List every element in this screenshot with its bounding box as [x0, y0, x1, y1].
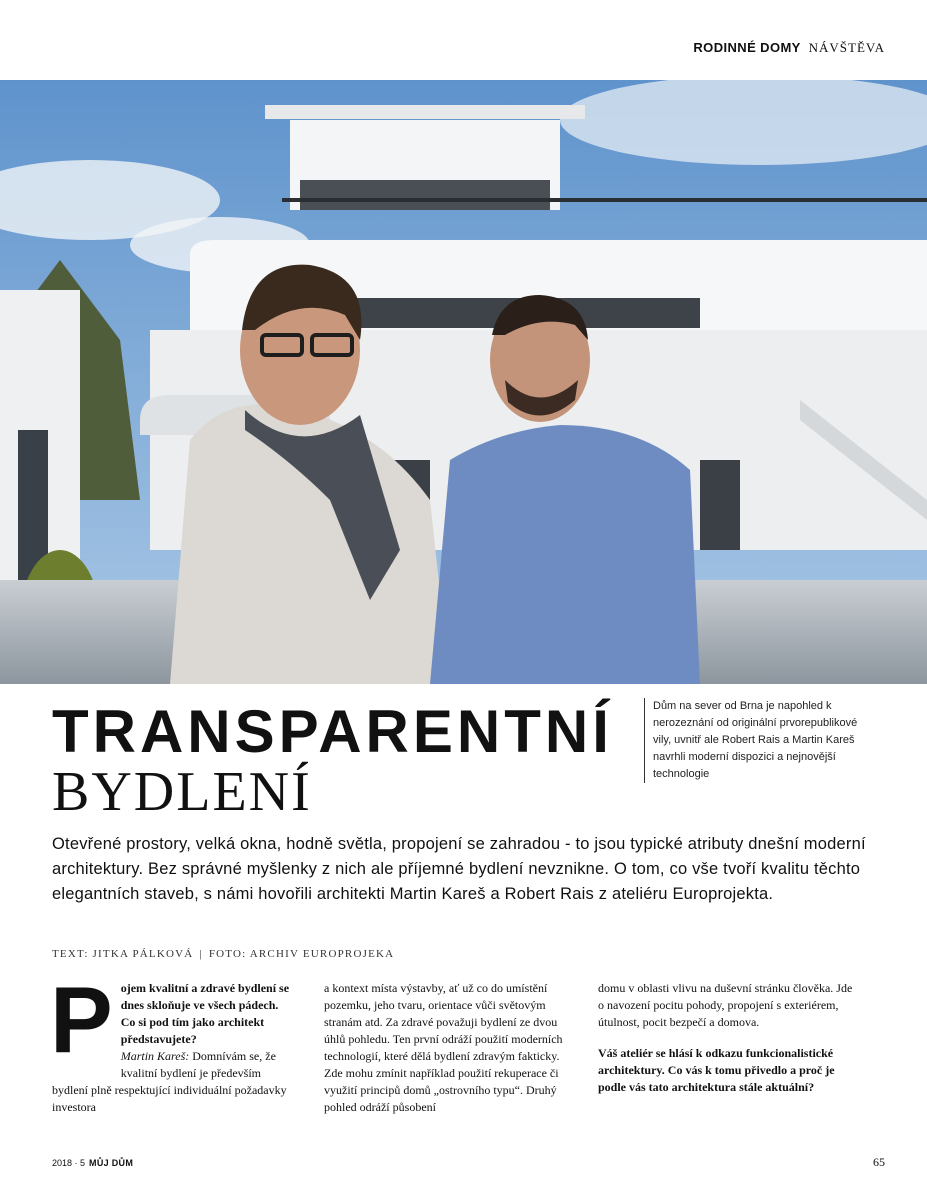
section-label: RODINNÉ DOMY [693, 40, 801, 55]
subsection-label: NÁVŠTĚVA [808, 40, 885, 55]
headline-line-2: BYDLENÍ [52, 761, 312, 823]
hero-photo [0, 80, 927, 684]
answer-1-part-2: a kontext místa výstavby, ať už co do umístění pozemku, jeho tvaru, orientace vůči světovým stranám atd. Za zdravé považuji bydlení ze dvou úhlů pohledu. Ten první odráží použití moderních technologií, které dělá bydlení zdravým fakticky. Zde mohu zmínit například použití rekuperace či využití principů domů „ostrovního typu“. Druhý pohled odráží působení [324, 981, 563, 1114]
answer-1-part-3: domu v oblasti vlivu na duševní stránku člověka. Jde o navození pocitu pohody, propojení s exteriérem, útulnost, pocit bezpečí a domova. [598, 981, 853, 1029]
page-header [693, 40, 885, 56]
article-column-3 [598, 980, 858, 1096]
answer-1-part-1: Domnívám se, že kvalitní bydlení je především bydlení plně respektující individuální požadavky investora [52, 1049, 287, 1114]
question-1: ojem kvalitní a zdravé bydlení se dnes skloňuje ve všech pádech. Co si pod tím jako architekt představujete? [120, 981, 290, 1046]
text-credit: TEXT: JITKA PÁLKOVÁ [52, 948, 194, 960]
headline-line-1: TRANSPARENTNÍ [52, 698, 613, 765]
drop-cap: P [50, 967, 113, 1072]
article-column-1 [50, 967, 292, 1116]
page-number: 65 [873, 1155, 885, 1169]
answer-speaker: Martin Kareš: [120, 1049, 190, 1063]
photo-credit: FOTO: ARCHIV EUROPROJEKA [208, 948, 395, 960]
magazine-name: MŮJ DŮM [89, 1158, 134, 1168]
hero-photo-illustration [0, 80, 927, 684]
issue-number: 2018 · 5 [52, 1158, 86, 1168]
photo-caption: Dům na sever od Brna je napohled k nerozeznání od originální prvorepublikové vily, uvnitř ale Robert Rais a Martin Kareš navrhli moderní dispozici a nejnovější technologie [644, 698, 863, 783]
lead-paragraph: Otevřené prostory, velká okna, hodně světla, propojení se zahradou - to jsou typické atributy dnešní moderní architektury. Bez správné myšlenky z nich ale příjemné bydlení nevznikne. O tom, co vše tvoří kvalitu těchto elegantních staveb, s námi hovořili architekti Martin Kareš a Robert Rais z ateliéru Europrojekta. [52, 835, 866, 903]
credits-separator: | [199, 948, 203, 960]
question-2: Váš ateliér se hlásí k odkazu funkcionalistické architektury. Co vás k tomu přivedlo a proč je podle vás tato architektura stále aktuální? [598, 1046, 835, 1094]
credits [52, 948, 394, 960]
article-column-2 [324, 980, 580, 1116]
footer-issue [52, 1158, 133, 1168]
